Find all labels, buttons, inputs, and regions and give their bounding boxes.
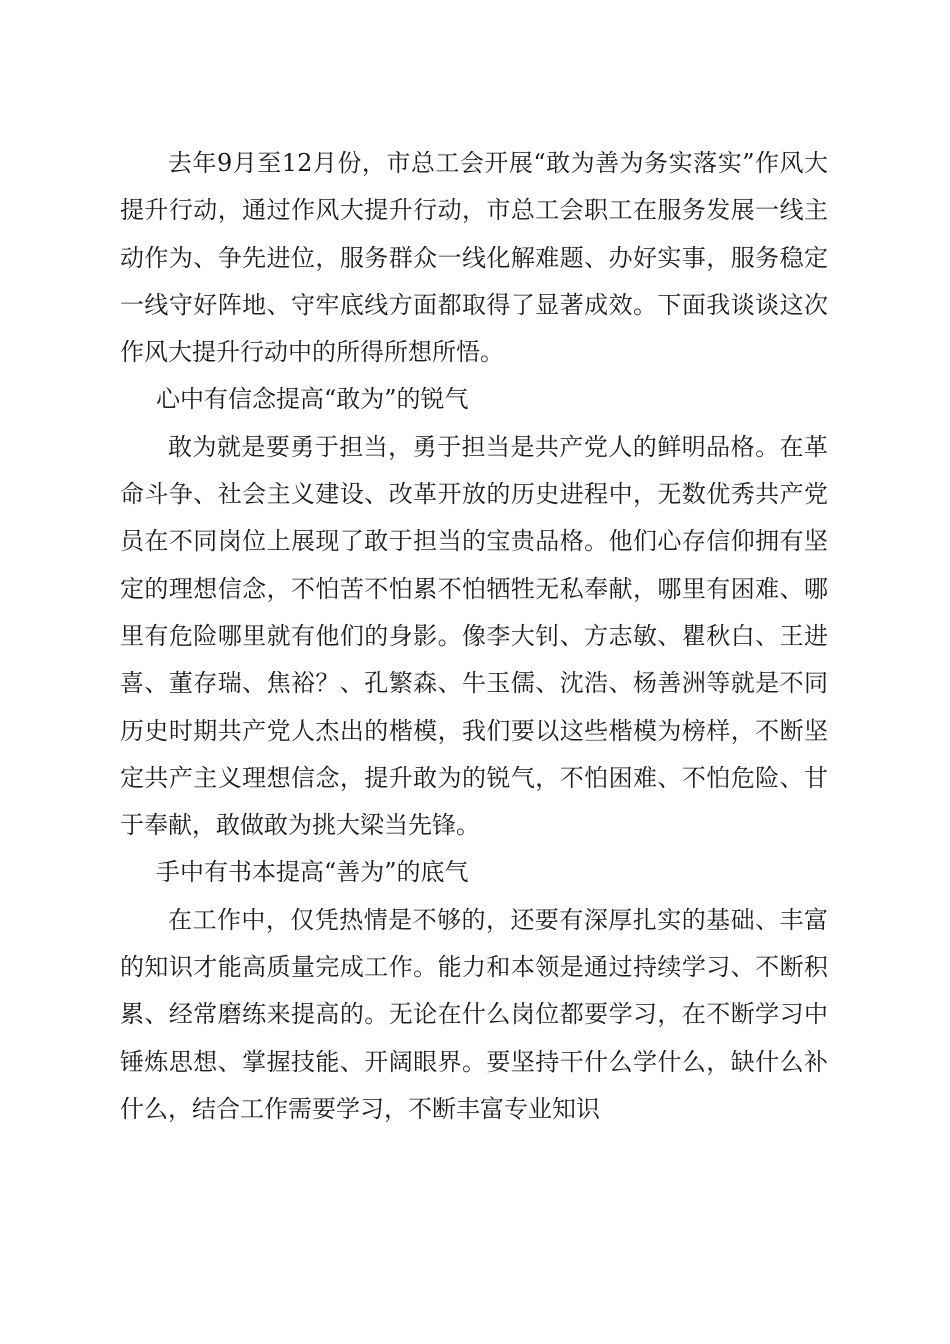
paragraph-dare: 敢为就是要勇于担当，勇于担当是共产党人的鲜明品格。在革命斗争、社会主义建设、改革开放的历史进程中，无数优秀共产党员在不同岗位上展现了敢于担当的宝贵品格。他们心存信仰拥有坚定的理想信念，不怕苦不怕累不怕牺牲无私奉献，哪里有困难、哪里有危险哪里就有他们的身影。像李大钊、方志敏、瞿秋白、王进喜、董存瑞、焦裕？、孔繁森、牛玉儒、沈浩、杨善洲等就是不同历史时期共产党人杰出的楷模，我们要以这些楷模为榜样，不断坚定共产主义理想信念，提升敢为的锐气，不怕困难、不怕危险、甘于奉献，敢做敢为挑大梁当先锋。 xyxy=(120,432,828,840)
paragraph-good: 在工作中，仅凭热情是不够的，还要有深厚扎实的基础、丰富的知识才能高质量完成工作。能力和本领是通过持续学习、不断积累、经常磨练来提高的。无论在什么岗位都要学习，在不断学习中锤炼思想、掌握技能、开阔眼界。要坚持干什么学什么，缺什么补什么，结合工作需要学习，不断丰富专业知识 xyxy=(120,905,828,1123)
document-body xyxy=(120,140,828,1133)
section-heading-good: 手中有书本提高“善为”的底气 xyxy=(156,858,469,887)
paragraph-intro: 去年9月至12月份，市总工会开展“敢为善为务实落实”作风大提升行动，通过作风大提升行动，市总工会职工在服务发展一线主动作为、争先进位，服务群众一线化解难题、办好实事，服务稳定一线守好阵地、守牢底线方面都取得了显著成效。下面我谈谈这次作风大提升行动中的所得所想所悟。 xyxy=(120,149,828,367)
section-heading-dare: 心中有信念提高“敢为”的锐气 xyxy=(156,385,469,414)
